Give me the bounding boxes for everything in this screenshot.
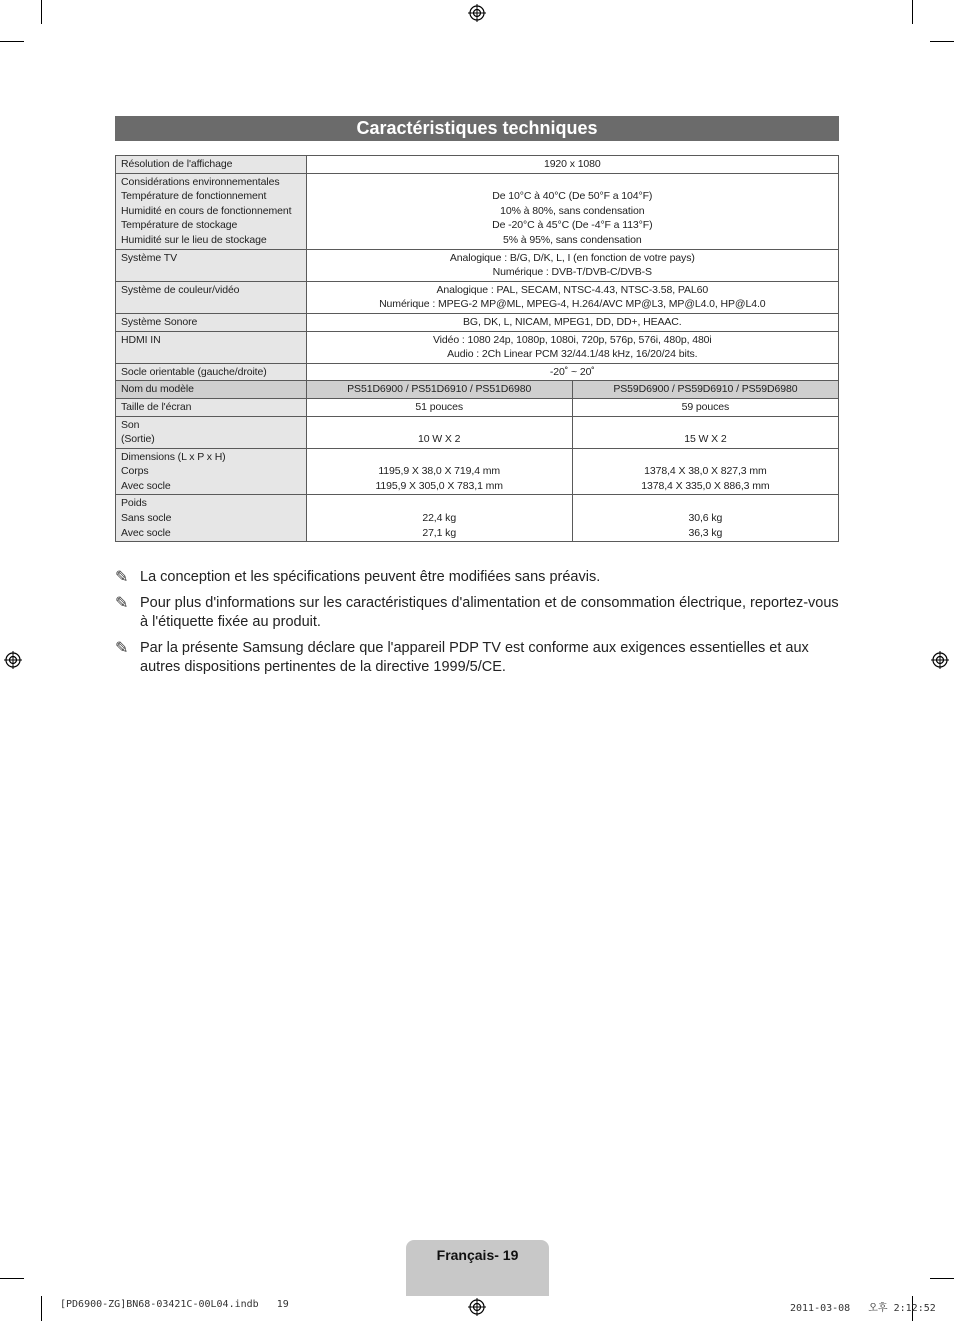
spec-label-line: Système TV [121, 251, 177, 264]
spec-value [306, 331, 838, 363]
spec-label [116, 495, 307, 542]
notes [115, 568, 839, 684]
spec-value-line: 30,6 kg [688, 512, 723, 525]
spec-value [306, 173, 838, 249]
spec-value-line: 1195,9 X 38,0 X 719,4 mm [378, 465, 501, 478]
spec-value-line: PS59D6900 / PS59D6910 / PS59D6980 [613, 383, 798, 396]
spec-value [306, 281, 838, 313]
registration-mark-icon [4, 651, 22, 669]
spec-value-line: De -20°C à 45°C (De -4°F a 113°F) [492, 219, 653, 232]
table-row [116, 381, 839, 399]
spec-value-line: 1920 x 1080 [543, 158, 601, 170]
note-text: Par la présente Samsung déclare que l'appareil PDP TV est conforme aux exigences essentielles et aux autres dispositions pertinentes de la directive 1999/5/CE. [140, 640, 809, 675]
spec-label [116, 398, 307, 416]
spec-label [116, 363, 307, 381]
spec-label-line: Température de fonctionnement [121, 190, 267, 203]
spec-value-line: 10 W X 2 [418, 433, 461, 446]
pencil-icon: ✎ [115, 640, 129, 657]
table-row [116, 448, 839, 495]
spec-label [116, 313, 307, 331]
spec-label-line: Corps [121, 465, 149, 478]
note-item [115, 568, 839, 587]
spec-value-line: 1378,4 X 38,0 X 827,3 mm [644, 465, 767, 478]
spec-value-line: Numérique : DVB-T/DVB-C/DVB-S [492, 266, 652, 279]
table-row [116, 363, 839, 381]
spec-value-line: Vidéo : 1080 24p, 1080p, 1080i, 720p, 576p, 576i, 480p, 480i [432, 333, 712, 346]
pencil-icon: ✎ [115, 595, 129, 612]
spec-value-line: Analogique : PAL, SECAM, NTSC-4.43, NTSC-3.58, PAL60 [436, 283, 709, 296]
spec-value [306, 416, 572, 448]
spec-label-line: HDMI IN [121, 333, 161, 346]
spec-value [306, 381, 572, 399]
spec-value [572, 381, 838, 399]
spec-label [116, 331, 307, 363]
footer-file-info: [PD6900-ZG]BN68-03421C-00L04.indb 19 [60, 1299, 289, 1310]
spec-label-line: Sans socle [121, 512, 172, 525]
spec-label-line: Système Sonore [121, 315, 198, 328]
spec-value [572, 416, 838, 448]
spec-value-line: 59 pouces [681, 400, 730, 413]
page-number-tab [406, 1240, 549, 1296]
table-row [116, 156, 839, 174]
note-text: Pour plus d'informations sur les caractéristiques d'alimentation et de consommation électrique, reportez-vous à l'étiquette fixée au produit. [140, 595, 839, 630]
spec-value-line: 36,3 kg [688, 526, 723, 539]
crop-mark [0, 1278, 24, 1279]
spec-label [116, 448, 307, 495]
spec-value-line: 10% à 80%, sans condensation [500, 204, 645, 217]
table-row [116, 416, 839, 448]
spec-value-line: 15 W X 2 [684, 433, 727, 446]
spec-label-line: Poids [121, 497, 147, 510]
crop-mark [0, 41, 24, 42]
spec-label [116, 416, 307, 448]
pencil-icon: ✎ [115, 569, 129, 586]
spec-value [306, 398, 572, 416]
table-row [116, 398, 839, 416]
note-item [115, 639, 839, 677]
spec-value-line: Numérique : MPEG-2 MP@ML, MPEG-4, H.264/AVC MP@L3, MP@L4.0, HP@L4.0 [379, 298, 766, 311]
spec-value-line: 1195,9 X 305,0 X 783,1 mm [375, 479, 503, 492]
spec-label-line: Avec socle [121, 526, 171, 539]
spec-value [572, 448, 838, 495]
crop-mark [930, 1278, 954, 1279]
table-row [116, 313, 839, 331]
spec-value-line: 1378,4 X 335,0 X 886,3 mm [641, 479, 770, 492]
spec-table [115, 155, 839, 542]
table-row [116, 495, 839, 542]
spec-label-line: Considérations environnementales [121, 175, 280, 188]
registration-mark-icon [468, 4, 486, 22]
table-row [116, 249, 839, 281]
spec-value-line: 27,1 kg [422, 526, 457, 539]
table-row [116, 281, 839, 313]
spec-value-line: Audio : 2Ch Linear PCM 32/44.1/48 kHz, 16/20/24 bits. [447, 348, 698, 361]
spec-value [306, 363, 838, 381]
spec-label-line: Taille de l'écran [121, 400, 192, 413]
spec-value [306, 313, 838, 331]
table-row [116, 173, 839, 249]
note-text: La conception et les spécifications peuvent être modifiées sans préavis. [140, 569, 601, 585]
page-title: Caractéristiques techniques [115, 116, 839, 141]
table-row [116, 331, 839, 363]
spec-value [306, 156, 838, 174]
spec-label [116, 381, 307, 399]
spec-label [116, 156, 307, 174]
spec-label-line: Humidité sur le lieu de stockage [121, 233, 267, 246]
registration-mark-icon [931, 651, 949, 669]
crop-mark [912, 0, 913, 24]
spec-label-line: Socle orientable (gauche/droite) [121, 365, 267, 378]
spec-value [572, 398, 838, 416]
spec-value [306, 448, 572, 495]
spec-value-line: -20˚ ~ 20˚ [549, 365, 595, 378]
spec-label-line: Résolution de l'affichage [121, 158, 233, 170]
crop-mark [41, 0, 42, 24]
spec-label-line: Humidité en cours de fonctionnement [121, 204, 292, 217]
spec-label-line: Dimensions (L x P x H) [121, 450, 226, 463]
spec-label-line: Température de stockage [121, 219, 238, 232]
spec-value-line: PS51D6900 / PS51D6910 / PS51D6980 [347, 383, 532, 396]
crop-mark [41, 1296, 42, 1321]
footer-timestamp: 2011-03-08 오후 2:12:52 [790, 1303, 936, 1314]
spec-label-line: (Sortie) [121, 433, 155, 446]
spec-label-line: Système de couleur/vidéo [121, 283, 240, 296]
spec-label-line: Nom du modèle [121, 383, 194, 396]
page-number: Français- 19 [436, 1247, 519, 1263]
spec-value [306, 249, 838, 281]
crop-mark [930, 41, 954, 42]
spec-label-line: Avec socle [121, 479, 171, 492]
spec-value-line: De 10°C à 40°C (De 50°F a 104°F) [492, 190, 653, 203]
spec-value [306, 495, 572, 542]
spec-label [116, 281, 307, 313]
spec-label [116, 249, 307, 281]
spec-value-line: 51 pouces [415, 400, 463, 413]
note-item [115, 594, 839, 632]
spec-label [116, 173, 307, 249]
spec-value-line: Analogique : B/G, D/K, L, I (en fonction de votre pays) [449, 251, 695, 264]
spec-value [572, 495, 838, 542]
spec-value-line: 22,4 kg [422, 512, 457, 525]
spec-label-line: Son [121, 418, 140, 431]
registration-mark-icon [468, 1298, 486, 1316]
spec-value-line: BG, DK, L, NICAM, MPEG1, DD, DD+, HEAAC. [463, 315, 682, 328]
spec-value-line: 5% à 95%, sans condensation [503, 233, 642, 246]
